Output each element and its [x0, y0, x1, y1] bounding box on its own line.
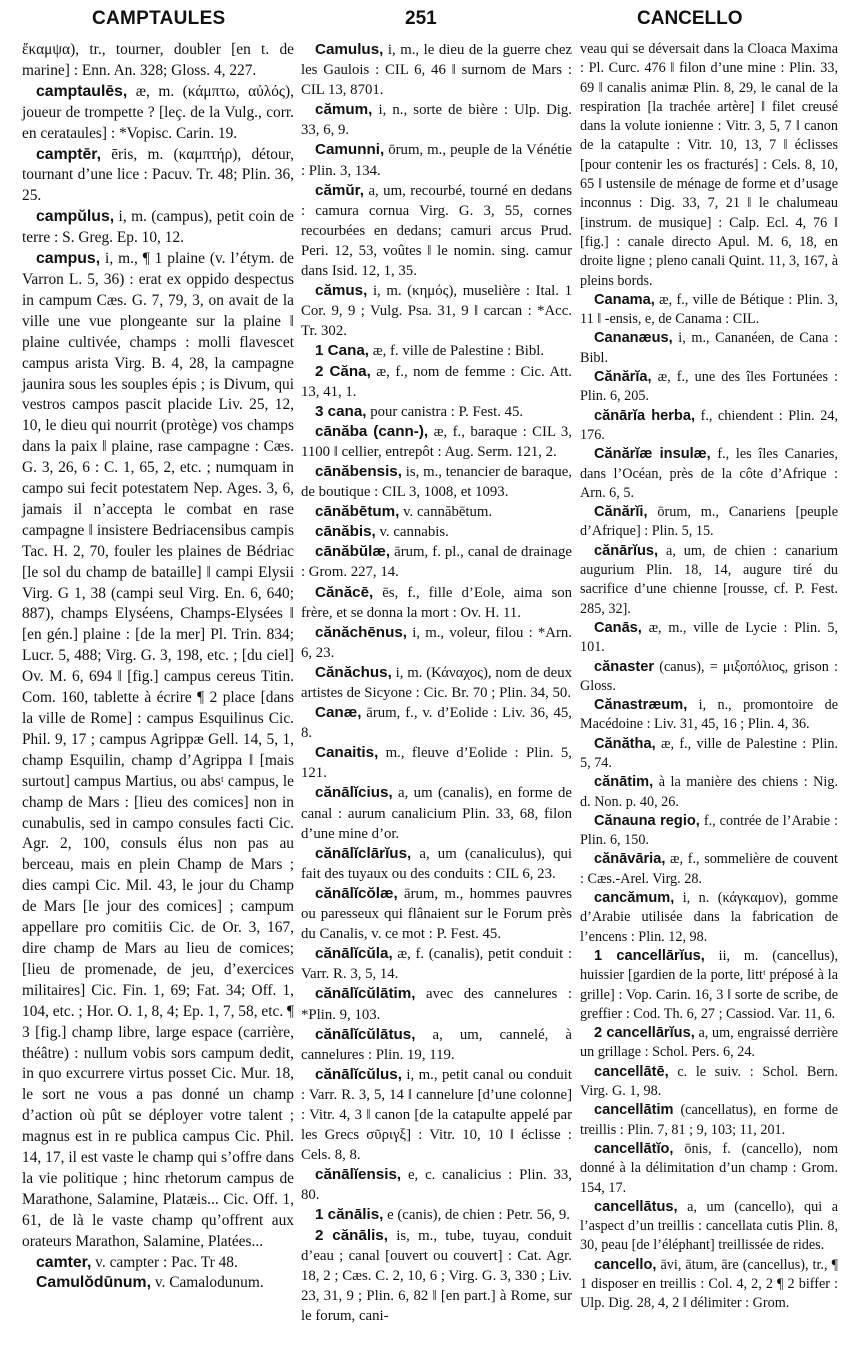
entry-headword: Cănăchus,: [315, 663, 392, 681]
entry-definition: ēris, m. (καμπτήρ), détour, tournant d’une lice : Pacuv. Tr. 48; Plin. 36, 25.: [22, 145, 294, 205]
entry-headword: camptēr,: [36, 145, 101, 163]
entry-definition: i, n. (κάγκαμον), gomme d’Arabie utilisée dans la fabrication de l’encens : Plin. 12, 98.: [580, 890, 838, 945]
dictionary-entry: [301, 944, 572, 984]
dictionary-entry: [580, 445, 838, 503]
entry-headword: cănaster: [594, 658, 655, 675]
dictionary-entry: [301, 502, 572, 522]
entry-headword: cănālĭcŭlātus,: [315, 1025, 416, 1043]
entry-definition: a, um, recourbé, tourné en dedans : camura cornua Virg. G. 3, 55, cornes recourbées en dedans; camuri arcus Prud. Peri. 12, 53, voûtes ‖ le nomin. sing. camur dans Isid. 12, 1, 35.: [301, 182, 572, 280]
dictionary-entry: [301, 703, 572, 743]
dictionary-entry: [301, 583, 572, 623]
entry-headword: camptaulēs,: [36, 82, 128, 100]
entry-definition: v. Camalodunum.: [150, 1274, 264, 1292]
entry-definition: i, n., promontoire de Macédoine : Liv. 31, 45, 16 ; Plin. 4, 36.: [580, 697, 838, 733]
entry-headword: cancellātĭo,: [594, 1140, 674, 1157]
entry-headword: cănālĭensis,: [315, 1166, 402, 1184]
entry-definition: æ, f., nom de femme : Cic. Att. 13, 41, 1.: [301, 363, 572, 400]
entry-definition: æ, f., une des îles Fortunées : Plin. 6, 205.: [580, 369, 838, 405]
dictionary-entry: [22, 1253, 294, 1274]
entry-definition: v. campter : Pac. Tr 48.: [91, 1253, 238, 1271]
entry-headword: Cănastræum,: [594, 697, 688, 714]
entry-definition: ōrum, m., peuple de la Vénétie : Plin. 3, 134.: [301, 142, 572, 179]
entry-headword: cānăbŭlæ,: [315, 543, 391, 561]
entry-definition: i, m., Cananéen, de Cana : Bibl.: [580, 330, 838, 366]
entry-headword: Canaitis,: [315, 744, 379, 762]
entry-headword: cānăbensis,: [315, 462, 402, 480]
dictionary-entry: [580, 812, 838, 851]
entry-definition: āvi, ātum, āre (cancellus), tr., ¶ 1 disposer en treillis : Col. 4, 2, 2 ¶ 2 biffer : Ulp. Dig. 28, 4, 2 ‖ délimiter : Grom.: [580, 1256, 838, 1312]
dictionary-entry: [580, 329, 838, 368]
entry-headword: cănālĭcŭlus,: [315, 1065, 402, 1083]
dictionary-entry: [580, 1101, 838, 1140]
dictionary-entry: [580, 735, 838, 774]
entry-definition: i, m. (Κάναχος), nom de deux artistes de Sicyone : Cic. Br. 70 ; Plin. 34, 50.: [301, 664, 572, 701]
entry-definition: à la manière des chiens : Nig. d. Non. p. 40, 26.: [580, 774, 838, 810]
entry-headword: cănālĭcius,: [315, 784, 393, 802]
entry-definition: æ, f., ville de Bétique : Plin. 3, 11 ‖ -ensis, e, de Canama : CIL.: [580, 291, 838, 328]
running-header: [0, 8, 858, 34]
entry-headword: Cananæus,: [594, 330, 673, 347]
entry-headword: cancămum,: [594, 890, 675, 907]
dictionary-entry: [301, 40, 572, 100]
entry-definition: ārum, m., hommes pauvres ou paresseux qui flânaient sur le Forum près du Canalis, v. ce mot : P. Fest. 45.: [301, 885, 572, 943]
entry-definition: i, m., le dieu de la guerre chez les Gaulois : CIL 6, 46 ‖ surnom de Mars : CIL 13, 8701.: [301, 42, 572, 99]
entry-definition: æ, m. (κάμπτω, αὐλός), joueur de trompette ? [leç. de la Vulg., corr. en cerataules] : *Vopisc. Carin. 19.: [22, 82, 294, 142]
entry-headword: 2 Căna,: [315, 362, 371, 380]
entry-definition: is, m., tenancier de baraque, de boutique : CIL 3, 1008, et 1093.: [301, 463, 572, 501]
entry-headword: Cănărĭa,: [594, 369, 652, 386]
dictionary-entry: [580, 40, 838, 291]
guide-word-right: CANCELLO: [637, 8, 743, 29]
entry-definition: i, m., voleur, filou : *Arn. 6, 23.: [301, 624, 572, 661]
dictionary-entry: [580, 947, 838, 1024]
entry-definition: ōrum, m., Canariens [peuple d’Afrique] : Plin. 5, 15.: [580, 504, 838, 540]
entry-headword: cămŭr,: [315, 181, 364, 199]
entry-definition: v. cannăbētum.: [399, 504, 493, 521]
entry-headword: cānăbētum,: [315, 503, 400, 521]
entry-headword: 1 cănālis,: [315, 1206, 384, 1224]
entry-headword: cămum,: [315, 101, 373, 119]
entry-headword: cancellātus,: [594, 1198, 678, 1215]
dictionary-entry: [580, 889, 838, 947]
entry-headword: cănālĭcŭlātim,: [315, 985, 416, 1003]
dictionary-entry: [580, 658, 838, 697]
entry-headword: 2 cănālis,: [315, 1226, 388, 1244]
dictionary-entry: [301, 542, 572, 582]
entry-headword: Camulus,: [315, 41, 384, 58]
dictionary-entry: [580, 773, 838, 812]
entry-definition: ēs, f., fille d’Eole, aima son frère, et se donna la mort : Ov. H. 11.: [301, 584, 572, 621]
entry-definition: e (canis), de chien : Petr. 56, 9.: [383, 1207, 570, 1224]
dictionary-entry: [580, 1256, 838, 1314]
dictionary-entry: [301, 281, 572, 341]
dictionary-entry: [301, 402, 572, 422]
entry-headword: cancello,: [594, 1256, 657, 1273]
dictionary-entry: [301, 1226, 572, 1326]
column-2: [301, 40, 572, 1326]
entry-definition: f., contrée de l’Arabie : Plin. 6, 150.: [580, 812, 838, 849]
entry-definition: c. le suiv. : Schol. Bern. Virg. G. 1, 98.: [580, 1063, 838, 1100]
entry-headword: Canās,: [594, 619, 642, 636]
entry-headword: Camulŏdūnum,: [36, 1274, 151, 1292]
dictionary-entry: [22, 82, 294, 145]
entry-definition: a, um, de chien : canarium augurium Plin. 18, 14, augure tiré du sacrifice d’une chienne [rousse, cf. P. Fest. 285, 32].: [580, 542, 838, 617]
guide-word-left: CAMPTAULES: [92, 8, 226, 29]
dictionary-entry: [22, 207, 294, 249]
entry-definition: a, um (cancello), qui a l’aspect d’un treillis : cancellata cutis Plin. 8, 30, peau [de l’éléphant] treillissée de rides.: [580, 1198, 838, 1254]
dictionary-entry: [22, 40, 294, 82]
entry-headword: cănăchēnus,: [315, 623, 408, 641]
entry-headword: cancellātē,: [594, 1063, 669, 1080]
dictionary-entry: [301, 100, 572, 140]
entry-definition: æ, f., baraque : CIL 3, 1100 ‖ cellier, entrepôt : Aug. Serm. 121, 2.: [301, 423, 572, 460]
entry-definition: æ, f. (canalis), petit conduit : Varr. R. 3, 5, 14.: [301, 946, 572, 983]
entry-definition: æ, f., sommelière de couvent : Cæs.-Arel. Virg. 28.: [580, 851, 838, 887]
entry-headword: cănālĭcŭla,: [315, 945, 393, 963]
dictionary-entry: [301, 743, 572, 783]
dictionary-entry: [580, 696, 838, 735]
entry-definition: æ, f., ville de Palestine : Plin. 5, 74.: [580, 735, 838, 771]
entry-headword: 3 cana,: [315, 402, 367, 420]
entry-headword: Cănăcē,: [315, 583, 374, 601]
dictionary-entry: [580, 368, 838, 407]
entry-headword: Camunni,: [315, 141, 385, 159]
entry-definition: pour canistra : P. Fest. 45.: [366, 403, 524, 420]
dictionary-entry: [301, 1205, 572, 1225]
entry-headword: campus,: [36, 250, 101, 268]
entry-headword: 2 cancellārĭus,: [594, 1025, 695, 1042]
entry-definition: ārum, f., v. d’Eolide : Liv. 36, 45, 8.: [301, 705, 572, 742]
entry-headword: camter,: [36, 1253, 92, 1271]
entry-headword: cănālĭcŏlæ,: [315, 884, 398, 902]
dictionary-entry: [301, 1165, 572, 1205]
entry-definition: i, m., ¶ 1 plaine (v. l’étym. de Varron L. 5, 36) : erat ex oppido despectus in campum Cæs. G. 7, 79, 3, on avait de la ville une vue plongeante sur la plaine ‖ plaine cultivée, champs : molli flavescet campus arista Virg. B. 4, 28, la campagne jaunira sous les souples épis ; is Divum, qui vestros campos pascit placide Liv. 25, 12, 10, le dieu qui nourrit (protège) vos champs dans la paix ‖ plaine, rase campagne : Cæs. G. 3, 26, 6 : C. 1, 65, 2, etc. ; numquam in campo sui fecit potestatem Nep. Ages. 3, 6, jamais il n’accepta le combat en rase campagne ‖ insistere Bedriacensibus campis Tac. H. 2, 70, fouler les plaines de Bédriac [le sol du champ de bataille] ‖ campi Elysii Virg. G 1, 38 (campi seul Virg. En. 6, 640; 887), champs Elyséens, Champs-Elysées ‖ [en gén.] plaine : [de la mer] Pl. Trin. 834; Lucr. 5, 488; Virg. G. 3, 198, etc. ; [du ciel] Ov. M. 6, 694 ‖ [fig.] campus cereus Titin. Com. 160, tablette à écrire ¶ 2 place [dans la ville de Rome] : campus Esquilinus Cic. Phil. 9, 17 ; campus Agrippæ Gell. 14, 5, 1, champ Esquilin, champ d’Agrippa ‖ [mais surtout] campus Martius, ou absᵗ campus, le champ de Mars : [lieu des comices] non in cunabulis, sed in campo consules facti Cic. Agr. 2, 100, consuls élus non pas au berceau, mais en plein Champ de Mars ; dies campi Cic. Mil. 43, le jour du Champ de Mars [le jour des comices] ; campum appellare pro comitiis Cic. de Or. 3, 167, dire champ de Mars au lieu de comices; [lieu de promenade, de jeu, d’exercices militaires] Cic. Fin. 1, 69; Fat. 34; Off. 1, 104, etc. ; Hor. O. 1, 8, 4; Ep. 1, 7, 58, etc. ¶ 3 [fig.] champ libre, large espace (carrière, théâtre) : nullum vobis sors campum dedit, in quo excurrere virtus posset Cic. Mur. 18, le sort ne vous a pas donné un champ d’action où pût se déployer votre talent ; magnus est in re publica campus Cic. Phil. 14, 17, il est vaste le champ qui s’offre dans la vie politique ; hinc rhetorum campus de Marathone, Salamine, Platæis... Cic. Off. 1, 61, de là le vaste champ qu’offrent aux orateurs Marathon, Salamine, Platées...: [22, 250, 294, 1250]
entry-definition: a, um, cannelé, à cannelures : Plin. 19, 119.: [301, 1026, 572, 1063]
entry-definition: æ, f. ville de Palestine : Bibl.: [369, 343, 545, 360]
entry-definition: ōnis, f. (cancello), nom donné à la délimitation d’un champ : Grom. 154, 17.: [580, 1140, 838, 1196]
entry-headword: 1 cancellārĭus,: [594, 947, 705, 964]
dictionary-entry: [301, 844, 572, 884]
dictionary-entry: [301, 884, 572, 944]
dictionary-entry: [301, 663, 572, 703]
dictionary-entry: [301, 1025, 572, 1065]
entry-headword: cănāvāria,: [594, 851, 666, 868]
dictionary-entry: [580, 1024, 838, 1063]
dictionary-entry: [580, 1063, 838, 1102]
entry-definition: æ, m., ville de Lycie : Plin. 5, 101.: [580, 619, 838, 656]
dictionary-entry: [580, 291, 838, 330]
entry-definition: e, c. canalicius : Plin. 33, 80.: [301, 1167, 572, 1204]
entry-definition: i, m. (campus), petit coin de terre : S. Greg. Ep. 10, 12.: [22, 208, 294, 247]
entry-definition: (cancellatus), en forme de treillis : Plin. 7, 81 ; 9, 103; 11, 201.: [580, 1102, 838, 1138]
dictionary-entry: [301, 462, 572, 502]
entry-headword: cānăbis,: [315, 523, 376, 541]
entry-definition: veau qui se déversait dans la Cloaca Maxima : Pl. Curc. 476 ‖ filon d’une mine : Plin. 33, 69 ‖ canalis animæ Plin. 8, 29, le canal de la respiration [la trachée artère] ‖ filet creusé dans la volute ionienne : Vitr. 3, 5, 7 ‖ canon de la catapulte : Vitr. 10, 13, 7 ‖ éclisses [pour contenir les os fracturés] : Cels. 8, 10, 65 ‖ ustensile de ménage de forme et d’usage inconnus : Dig. 33, 7, 21 ‖ le chalumeau [instrum. de musique] : Calp. Ecl. 4, 76 ‖ [fig.] : canale directo Apul. M. 6, 18, en droite ligne ; pleno canali Quint. 11, 3, 167, à pleins bords.: [580, 41, 838, 289]
entry-definition: m., fleuve d’Eolide : Plin. 5, 121.: [301, 745, 572, 782]
entry-definition: is, m., tube, tuyau, conduit d’eau ; canal [ouvert ou couvert] : Cat. Agr. 18, 2 ; Cæs. C. 2, 10, 6 ; Virg. G. 3, 330 ; Liv. 23, 31, 9 ; Plin. 6, 82 ‖ [en part.] à Rome, sur le forum, cani-: [301, 1227, 573, 1324]
entry-definition: a, um, engraissé derrière un grillage : Schol. Pers. 6, 24.: [580, 1025, 838, 1061]
entry-headword: Cănauna regio,: [594, 812, 700, 829]
entry-headword: Canama,: [594, 291, 655, 308]
entry-headword: cănārĭus,: [594, 542, 659, 559]
column-3: [580, 40, 838, 1314]
page-number: 251: [405, 8, 437, 29]
dictionary-entry: [301, 1065, 572, 1165]
dictionary-entry: [22, 1273, 294, 1294]
dictionary-entry: [580, 1198, 838, 1256]
dictionary-entry: [301, 341, 572, 361]
entry-definition: (canus), = μιξοπόλιος, grison : Gloss.: [580, 658, 838, 694]
entry-headword: cancellātim: [594, 1102, 674, 1119]
entry-definition: a, um (canaliculus), qui fait des tuyaux ou des conduits : CIL 6, 23.: [301, 845, 572, 882]
dictionary-entry: [301, 362, 572, 402]
dictionary-entry: [301, 140, 572, 180]
entry-headword: cămus,: [315, 282, 368, 300]
dictionary-entry: [22, 145, 294, 208]
entry-headword: cănārĭa herba,: [594, 407, 696, 424]
dictionary-entry: [580, 542, 838, 619]
dictionary-entry: [301, 623, 572, 663]
dictionary-entry: [580, 850, 838, 889]
dictionary-entry: [580, 619, 838, 658]
entry-definition: ἔκαμψα), tr., tourner, doubler [en t. de marine] : Enn. An. 328; Gloss. 4, 227.: [22, 41, 294, 79]
entry-headword: Cănătha,: [594, 735, 656, 752]
entry-definition: v. cannabis.: [375, 524, 449, 541]
entry-headword: campŭlus,: [36, 208, 115, 226]
entry-definition: f., les îles Canaries, dans l’Océan, près de la côte d’Afrique : Arn. 6, 5.: [580, 446, 838, 501]
dictionary-entry: [301, 181, 572, 281]
entry-headword: cānăba (cann-),: [315, 422, 429, 440]
entry-definition: ii, m. (cancellus), huissier [gardien de la porte, littᵗ préposé à la grille] : Vop. Carin. 16, 3 ‖ sorte de scribe, de greffier : Cod. Th. 6, 27 ; Cassiod. Var. 11, 6.: [580, 947, 838, 1022]
entry-headword: Cănărĭi,: [594, 504, 648, 521]
entry-headword: 1 Cana,: [315, 342, 370, 360]
entry-headword: Canæ,: [315, 704, 362, 722]
dictionary-entry: [22, 249, 294, 1253]
dictionary-entry: [301, 984, 572, 1024]
entry-definition: i, m., petit canal ou conduit : Varr. R. 3, 5, 14 ‖ cannelure [d’une colonne] : Vitr. 4, 3 ‖ canon [de la catapulte appelé par les Grecs σῦριγξ] : Vitr. 10, 10 ‖ éclisse : Cels. 8, 8.: [301, 1066, 572, 1164]
entry-headword: cănātim,: [594, 774, 654, 791]
column-1: [22, 40, 294, 1294]
dictionary-entry: [580, 503, 838, 542]
entry-headword: Cănărĭæ insulæ,: [594, 446, 711, 463]
entry-definition: f., chiendent : Plin. 24, 176.: [580, 407, 839, 443]
dictionary-entry: [301, 522, 572, 542]
dictionary-entry: [580, 1140, 838, 1198]
entry-headword: cănālĭclārĭus,: [315, 844, 412, 862]
entry-definition: a, um (canalis), en forme de canal : aurum canalicium Plin. 33, 68, filon d’une mine d’or.: [301, 785, 572, 842]
dictionary-entry: [301, 422, 572, 462]
dictionary-entry: [580, 407, 838, 446]
dictionary-entry: [301, 783, 572, 843]
entry-definition: ārum, f. pl., canal de drainage : Grom. 227, 14.: [301, 544, 572, 581]
entry-definition: i, m. (κημός), muselière : Ital. 1 Cor. 9, 9 ; Vulg. Psa. 31, 9 ‖ carcan : *Acc. Tr. 302.: [301, 283, 572, 340]
entry-definition: i, n., sorte de bière : Ulp. Dig. 33, 6, 9.: [301, 102, 572, 139]
entry-definition: avec des cannelures : *Plin. 9, 103.: [301, 986, 572, 1023]
